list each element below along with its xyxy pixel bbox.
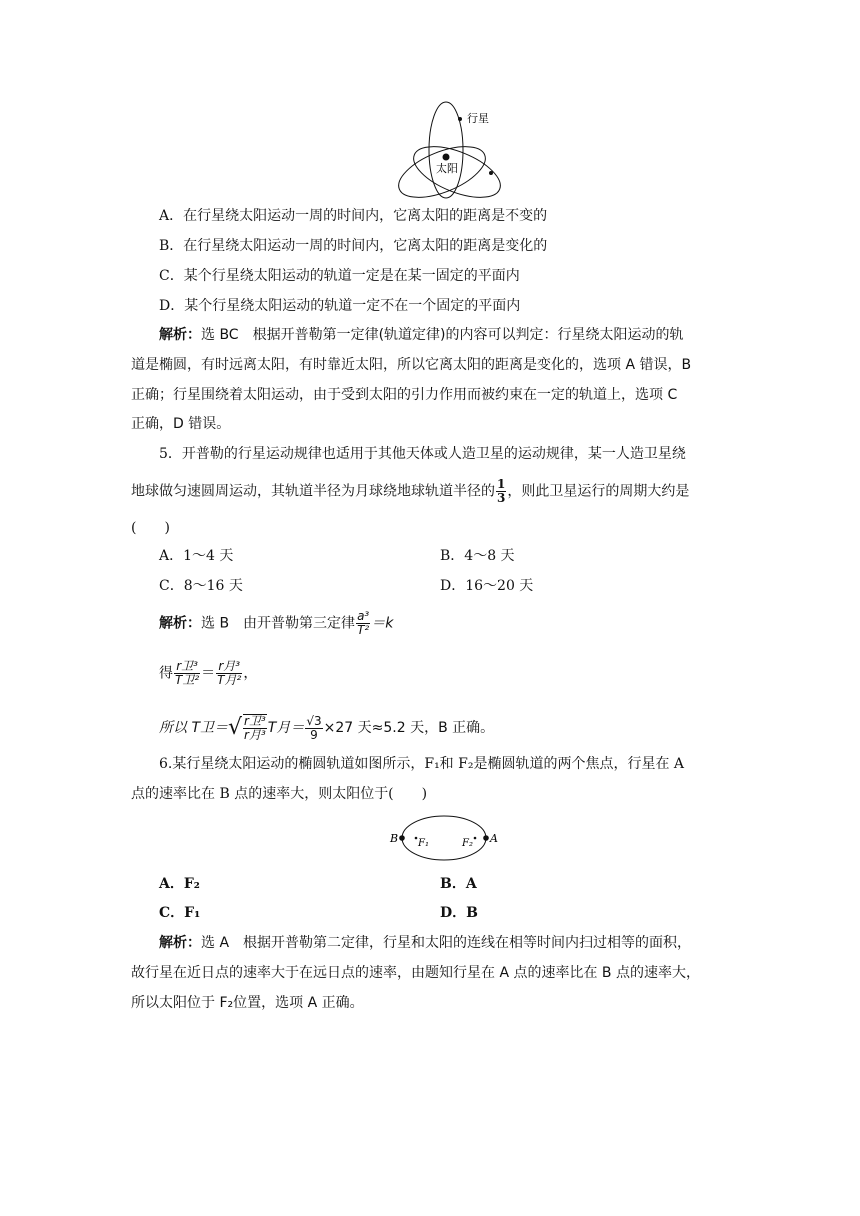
- point-a-dot: [483, 835, 489, 841]
- q6-stem-line-1: 6.某行星绕太阳运动的椭圆轨道如图所示，F₁和 F₂是椭圆轨道的两个焦点，行星在 A: [159, 756, 685, 772]
- q6-solution-line-1: 解析：选 A 根据开普勒第二定律，行星和太阳的连线在相等时间内扫过相等的面积，: [159, 935, 692, 951]
- q5-answer-paren: ( ): [131, 520, 170, 536]
- q5-fraction: $\frac{1}{3}$: [497, 477, 506, 505]
- q5-solution-line-1: 解析：选 B 由开普勒第三定律 $\frac{\text{a³}}{\text{T²}}$ ＝k: [159, 609, 394, 637]
- sun-label: 太阳: [436, 162, 458, 175]
- q4-solution-label: 解析：: [159, 327, 201, 343]
- sun-dot: [443, 154, 450, 161]
- q4-option-b: B．在行星绕太阳运动一周的时间内，它离太阳的距离是变化的: [159, 238, 548, 254]
- q5-option-c: C．8～16 天: [159, 578, 243, 594]
- q6-solution-label: 解析：: [159, 935, 201, 951]
- q6-option-a: A．F₂: [159, 876, 200, 892]
- planet-dot-right: [489, 171, 493, 175]
- orbit-diagram: [390, 100, 510, 200]
- q6-solution-line-3: 所以太阳位于 F₂位置，选项 A 正确。: [131, 995, 364, 1011]
- label-f1: F₁: [418, 838, 429, 849]
- q6-option-b: B．A: [440, 876, 477, 892]
- planet-label: 行星: [467, 112, 489, 125]
- q6-option-d: D．B: [440, 905, 478, 921]
- label-f2: F₂: [462, 838, 473, 849]
- q4-solution-text-1: 选 BC 根据开普勒第一定律(轨道定律)的内容可以判定：行星绕太阳运动的轨: [201, 327, 684, 343]
- label-a: A: [490, 832, 498, 845]
- point-b-dot: [399, 835, 405, 841]
- label-b: B: [390, 832, 399, 845]
- q5-option-d: D．16～20 天: [440, 578, 534, 594]
- q6-stem-line-2: 点的速率比在 B 点的速率大，则太阳位于( ): [131, 786, 428, 802]
- q5-stem-line-1: 5．开普勒的行星运动规律也适用于其他天体或人造卫星的运动规律，某一人造卫星绕: [159, 446, 686, 462]
- q4-option-d: D．某个行星绕太阳运动的轨道一定不在一个固定的平面内: [159, 298, 521, 314]
- q4-solution-line-2: 道是椭圆，有时远离太阳，有时靠近太阳，所以它离太阳的距离是变化的，选项 A 错误，B: [131, 357, 692, 373]
- q5-solution-line-3: 所以 T卫＝√ $\frac{\text{r卫³}}{\text{r月³}}$ T月＝ $\frac{√3}{9}$ ×27 天≈5.2 天，B 正确。: [159, 713, 495, 742]
- q4-solution-line-3: 正确；行星围绕着太阳运动，由于受到太阳的引力作用而被约束在一定的轨道上，选项 C: [131, 387, 678, 403]
- q4-solution-line-1: [159, 325, 684, 345]
- focus-f2-dot: [474, 837, 477, 840]
- focus-f1-dot: [415, 837, 418, 840]
- ellipse-orbit-diagram: [386, 812, 506, 864]
- q6-option-c: C．F₁: [159, 905, 201, 921]
- q5-sqrt3-over-9: $\frac{√3}{9}$: [306, 713, 322, 742]
- sqrt-expression: √ $\frac{\text{r卫³}}{\text{r月³}}$: [228, 714, 266, 742]
- q4-option-c: C．某个行星绕太阳运动的轨道一定是在某一固定的平面内: [159, 268, 520, 284]
- q5-solution-label: 解析：: [159, 615, 201, 632]
- q5-ratio-wei: $\frac{\text{r卫³}}{\text{T卫²}}$: [175, 659, 200, 687]
- q5-option-b: B．4～8 天: [440, 548, 515, 564]
- q5-option-a: A．1～4 天: [159, 548, 234, 564]
- q6-solution-line-2: 故行星在近日点的速率大于在远日点的速率，由题知行星在 A 点的速率比在 B 点的速率大，: [131, 965, 700, 981]
- orbit-ellipse: [402, 816, 486, 860]
- q5-ratio-yue: $\frac{\text{r月³}}{\text{T月²}}$: [217, 659, 242, 687]
- q4-solution-line-4: 正确，D 错误。: [131, 416, 231, 432]
- q4-option-a: A．在行星绕太阳运动一周的时间内，它离太阳的距离是不变的: [159, 208, 548, 224]
- q5-kepler-fraction: $\frac{\text{a³}}{\text{T²}}$: [357, 609, 370, 637]
- planet-dot: [458, 117, 462, 121]
- q5-solution-line-2: 得 $\frac{\text{r卫³}}{\text{T卫²}}$ ＝ $\frac{\text{r月³}}{\text{T月²}}$ ，: [159, 659, 258, 687]
- q5-stem-line-2: 地球做匀速圆周运动，其轨道半径为月球绕地球轨道半径的 $\frac{1}{3}$ ，则此卫星运行的周期大约是: [131, 477, 690, 505]
